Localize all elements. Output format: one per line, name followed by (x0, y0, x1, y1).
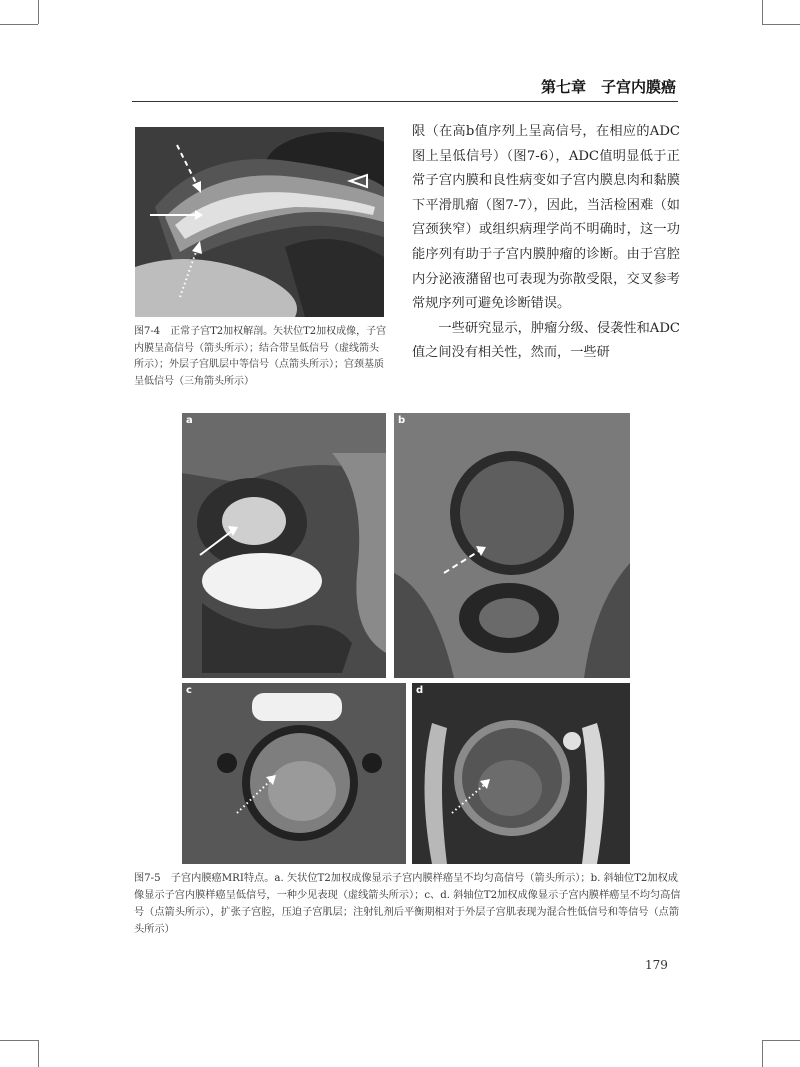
page-number: 179 (645, 958, 668, 972)
running-header (132, 72, 678, 102)
figure-7-5-panel-a (182, 413, 386, 678)
body-paragraph: 一些研究显示，肿瘤分级、侵袭性和ADC值之间没有相关性，然而，一些研 (412, 320, 680, 361)
body-text (412, 120, 680, 366)
figure-7-4-mri-image (135, 127, 384, 317)
figure-7-5-caption: 图7-5 子宫内膜癌MRI特点。a. 矢状位T2加权成像显示子宫内膜样癌呈不均匀高信号（箭头所示）；b. 斜轴位T2加权成像显示子宫内膜样癌呈低信号，一种少见表现（虚线箭头所示）；c、d. 斜轴位T2加权成像显示子宫内膜样癌呈不均匀高信号（点箭头所示），扩张子宫腔，压迫子宫肌层；注射钆剂后平衡期相对于外层子宫肌表现为混合性低信号和等信号（点箭头所示） (134, 873, 681, 935)
crop-mark (38, 0, 39, 24)
crop-mark (762, 0, 763, 24)
figure-7-5-panel-d (412, 683, 630, 864)
crop-mark (762, 24, 800, 25)
crop-mark (762, 1040, 800, 1041)
figure-7-5-panel-b (394, 413, 630, 678)
panel-label: d (416, 685, 424, 696)
crop-mark (762, 1040, 763, 1067)
crop-mark (0, 1040, 38, 1041)
figure-7-4-caption: 图7-4 正常子宫T2加权解剖。矢状位T2加权成像，子宫内膜呈高信号（箭头所示）；结合带呈低信号（虚线箭头所示）；外层子宫肌层中等信号（点箭头所示）；宫颈基质呈低信号（三角箭头所示） (134, 326, 387, 387)
crop-mark (38, 1040, 39, 1067)
chapter-title: 第七章 子宫内膜癌 (540, 78, 676, 96)
panel-label: c (186, 685, 192, 696)
crop-mark (0, 24, 38, 25)
figure-7-5-panel-c (182, 683, 406, 864)
panel-label: a (186, 415, 193, 426)
body-paragraph: 限（在高b值序列上呈高信号，在相应的ADC图上呈低信号）（图7-6），ADC值明显低于正常子宫内膜和良性病变如子宫内膜息肉和黏膜下平滑肌瘤（图7-7），因此，当活检困难（如宫颈狭窄）或组织病理学尚不明确时，这一功能序列有助于子宫内膜肿瘤的诊断。由于宫腔内分泌液潴留也可表现为弥散受限，交叉参考常规序列可避免诊断错误。 (412, 124, 680, 312)
panel-label: b (398, 415, 406, 426)
